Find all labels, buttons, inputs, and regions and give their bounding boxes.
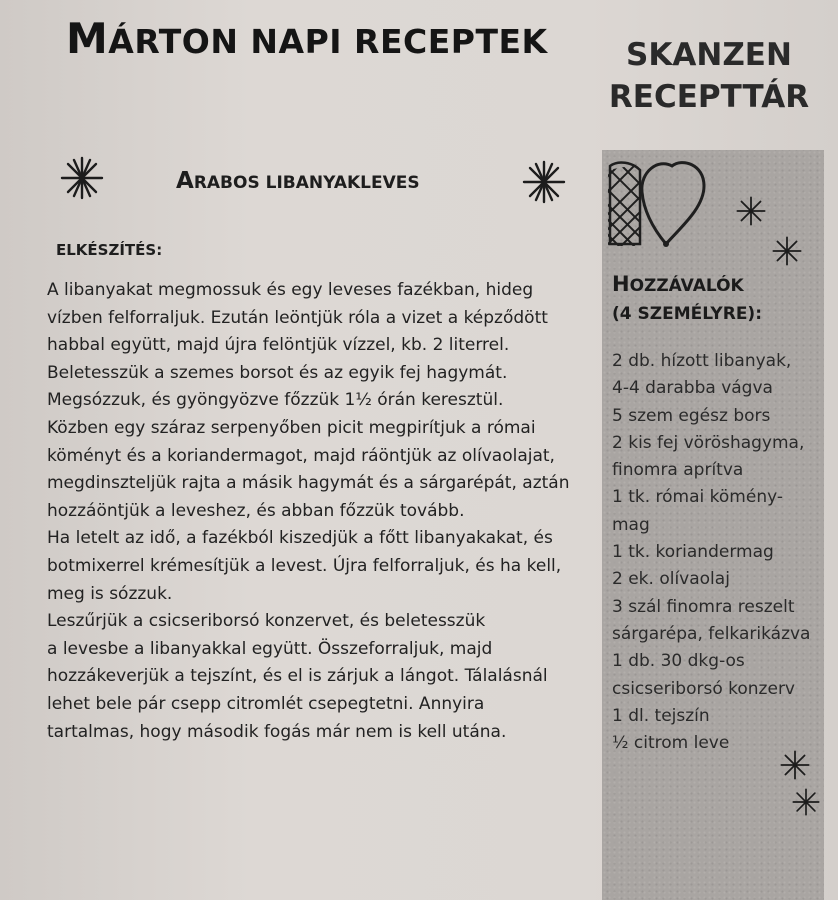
ingredient-line: csicseriborsó konzerv xyxy=(612,678,795,699)
recipe-title xyxy=(176,168,420,194)
preparation-line: Közben egy száraz serpenyőben picit megpirítjuk a római xyxy=(47,417,536,438)
page-title xyxy=(66,14,548,63)
asterisk-ornament-icon xyxy=(792,788,820,816)
recipe-title-rest: RABOS LIBANYAKLEVES xyxy=(193,173,420,193)
ingredient-line: finomra aprítva xyxy=(612,460,744,481)
ingredient-line: ½ citrom leve xyxy=(612,733,730,754)
preparation-line: Leszűrjük a csicseriborsó konzervet, és beletesszük xyxy=(47,611,486,632)
preparation-text xyxy=(47,277,587,746)
preparation-line: meg is sózzuk. xyxy=(47,583,173,604)
ingredient-line: 4-4 darabba vágva xyxy=(612,378,773,399)
ingredient-line: 1 tk. koriandermag xyxy=(612,542,774,563)
preparation-line: vízben felforraljuk. Ezután leöntjük róla a vizet a képződött xyxy=(47,307,548,328)
preparation-line: köményt és a koriandermagot, majd ráöntjük az olívaolajat, xyxy=(47,445,555,466)
preparation-line: A libanyakat megmossuk és egy leveses fazékban, hideg xyxy=(47,280,534,300)
ingredient-line: 2 db. hízott libanyak, xyxy=(612,351,792,371)
ingredient-line: 1 tk. római kömény- xyxy=(612,487,783,508)
asterisk-ornament-icon xyxy=(736,196,766,226)
preparation-line: tartalmas, hogy második fogás már nem is kell utána. xyxy=(47,721,507,742)
side-title xyxy=(604,34,814,118)
ingredients-heading-servings: (4 SZEMÉLYRE): xyxy=(612,304,762,324)
preparation-line: hozzákeverjük a tejszínt, és el is zárjuk a lángot. Tálalásnál xyxy=(47,666,548,687)
heart-lattice-icon xyxy=(600,152,712,252)
preparation-line: Beletesszük a szemes borsot és az egyik fej hagymát. xyxy=(47,362,508,383)
side-title-line-1: SKANZEN xyxy=(626,37,792,73)
ingredients-heading xyxy=(612,270,762,328)
ingredients-list xyxy=(612,348,822,757)
preparation-line: a levesbe a libanyakkal együtt. Összeforraljuk, majd xyxy=(47,638,493,659)
preparation-heading: ELKÉSZÍTÉS: xyxy=(56,241,163,259)
preparation-line: botmixerrel krémesítjük a levest. Újra felforraljuk, és ha kell, xyxy=(47,555,562,576)
ingredients-heading-rest: OZZÁVALÓK xyxy=(629,276,744,296)
side-title-line-2: RECEPTTÁR xyxy=(608,79,810,115)
ingredient-line: 1 db. 30 dkg-os xyxy=(612,651,745,672)
preparation-line: habbal együtt, majd újra felöntjük vízzel, kb. 2 literrel. xyxy=(47,335,510,356)
ingredient-line: 3 szál finomra reszelt xyxy=(612,596,795,617)
asterisk-ornament-icon xyxy=(772,236,802,266)
asterisk-ornament-icon xyxy=(60,156,104,200)
preparation-line: hozzáöntjük a leveshez, és abban főzzük tovább. xyxy=(47,500,465,521)
ingredients-heading-initial: H xyxy=(612,272,630,296)
recipe-title-initial: A xyxy=(176,168,194,194)
page-title-initial: M xyxy=(66,14,109,63)
page-title-rest: ÁRTON NAPI RECEPTEK xyxy=(108,22,548,61)
ingredient-line: mag xyxy=(612,514,650,535)
ingredient-line: 2 kis fej vöröshagyma, xyxy=(612,432,805,453)
ingredient-line: 5 szem egész bors xyxy=(612,405,771,426)
preparation-line: megdinszteljük rajta a másik hagymát és a sárgarépát, aztán xyxy=(47,473,570,494)
asterisk-ornament-icon xyxy=(522,160,566,204)
preparation-line: lehet bele pár csepp citromlét csepegtetni. Annyira xyxy=(47,693,485,714)
ingredient-line: sárgarépa, felkarikázva xyxy=(612,623,811,644)
preparation-line: Ha letelt az idő, a fazékból kiszedjük a főtt libanyakakat, és xyxy=(47,528,553,549)
ingredient-line: 1 dl. tejszín xyxy=(612,705,710,726)
preparation-line: Megsózzuk, és gyöngyözve főzzük 1½ órán keresztül. xyxy=(47,390,504,411)
ingredient-line: 2 ek. olívaolaj xyxy=(612,569,730,590)
